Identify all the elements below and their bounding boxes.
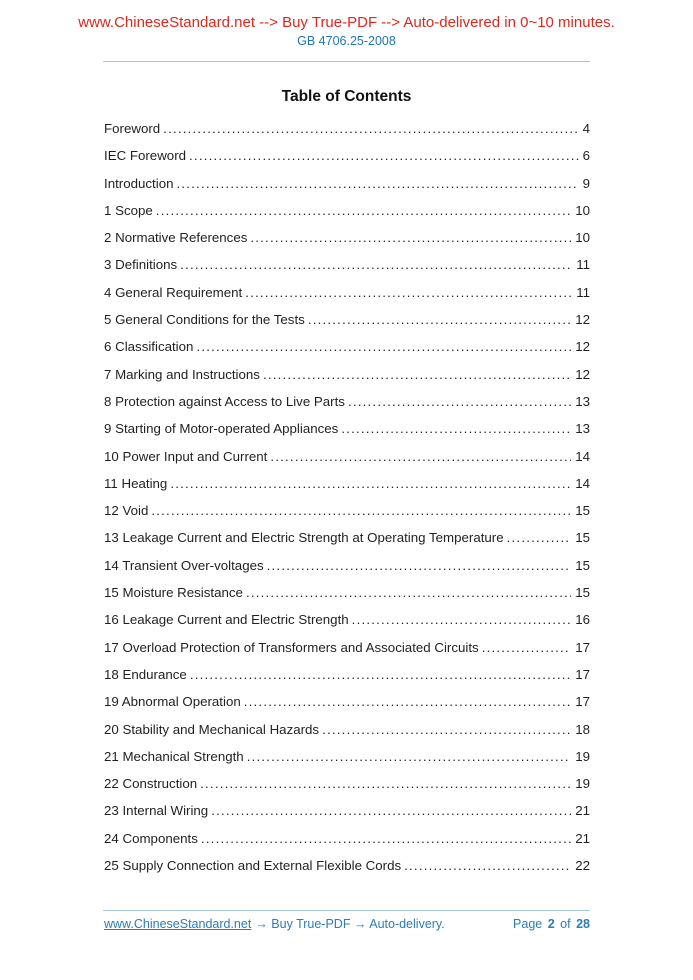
toc-leader-dots [211,797,571,824]
toc-entry-label: 23 Internal Wiring [104,803,209,819]
standard-code: GB 4706.25-2008 [297,34,396,48]
toc-entry [104,388,590,415]
toc-leader-dots [247,743,572,770]
toc-entry-label: 25 Supply Connection and External Flexible Cords [104,858,402,874]
toc-leader-dots [196,333,571,360]
toc-leader-dots [404,852,571,879]
toc-leader-dots [341,415,571,442]
toc-entry-label: 4 General Requirement [104,284,243,300]
toc-leader-dots [244,688,571,715]
toc-leader-dots [245,279,572,306]
toc-entry-label: 7 Marking and Instructions [104,366,260,382]
toc-entry [104,716,590,743]
toc-entry [104,333,590,360]
toc-entry [104,661,590,688]
toc-entry [104,497,590,524]
toc-entry-label: 6 Classification [104,339,194,355]
toc-entry-page: 9 [582,175,590,191]
toc-leader-dots [170,470,571,497]
toc-entry [104,251,590,278]
toc-leader-dots [308,306,571,333]
toc-entry [104,606,590,633]
toc-entry [104,415,590,442]
promo-banner: www.ChineseStandard.net --> Buy True-PDF --> Auto-delivered in 0~10 minutes. [78,14,615,31]
toc-entry [104,361,590,388]
table-of-contents [104,115,590,879]
page-title: Table of Contents [281,88,412,105]
toc-entry-page: 10 [575,202,590,218]
page-total: 28 [576,917,590,931]
toc-entry-page: 13 [575,393,590,409]
toc-leader-dots [151,497,571,524]
toc-entry-label: 10 Power Input and Current [104,448,268,464]
toc-entry-page: 15 [575,503,590,519]
toc-entry-label: 17 Overload Protection of Transformers and Associated Circuits [104,639,479,655]
toc-entry-page: 11 [576,257,590,273]
toc-entry [104,197,590,224]
toc-entry-label: 13 Leakage Current and Electric Strength at Operating Temperature [104,530,504,546]
toc-leader-dots [352,606,572,633]
toc-entry-page: 15 [575,530,590,546]
toc-entry [104,852,590,879]
toc-entry-page: 13 [575,421,590,437]
toc-entry-page: 21 [575,803,590,819]
toc-entry [104,634,590,661]
toc-entry-page: 15 [575,585,590,601]
toc-entry-label: 11 Heating [104,475,168,491]
header-divider [103,61,590,62]
toc-entry-page: 19 [575,748,590,764]
toc-leader-dots [156,197,571,224]
toc-leader-dots [246,579,571,606]
toc-leader-dots [180,251,572,278]
footer-divider [103,910,590,911]
toc-entry [104,470,590,497]
page-indicator [512,915,591,933]
toc-entry-label: 8 Protection against Access to Live Parts [104,393,345,409]
toc-entry-page: 11 [576,284,590,300]
toc-entry-page: 12 [575,312,590,328]
toc-entry-page: 14 [575,448,590,464]
toc-entry-label: 21 Mechanical Strength [104,748,244,764]
toc-entry-label: 14 Transient Over-voltages [104,557,264,573]
toc-entry-page: 17 [575,666,590,682]
page-indicator-label: Page [513,917,543,931]
page-current: 2 [547,917,555,931]
toc-leader-dots [200,770,571,797]
toc-leader-dots [482,634,572,661]
toc-entry [104,825,590,852]
toc-entry-label: 19 Abnormal Operation [104,694,241,710]
toc-leader-dots [270,443,571,470]
toc-entry-page: 17 [575,639,590,655]
toc-entry-label: Introduction [104,175,174,191]
toc-entry-page: 4 [582,121,590,136]
toc-entry-label: 24 Components [104,830,198,846]
footer-link[interactable]: www.ChineseStandard.net [104,917,252,931]
toc-entry [104,142,590,169]
toc-entry-page: 22 [575,858,590,874]
toc-entry [104,552,590,579]
page-indicator-of: of [560,917,571,931]
toc-entry-label: 15 Moisture Resistance [104,585,243,601]
toc-entry-page: 14 [575,475,590,491]
toc-leader-dots [322,716,571,743]
toc-entry [104,579,590,606]
toc-entry-page: 12 [575,339,590,355]
toc-leader-dots [163,115,578,142]
toc-entry-page: 16 [575,612,590,628]
toc-entry-page: 19 [575,776,590,792]
toc-entry-page: 18 [575,721,590,737]
toc-entry-page: 6 [582,148,590,164]
toc-entry-label: 9 Starting of Motor-operated Appliances [104,421,339,437]
toc-leader-dots [267,552,572,579]
footer-tagline: → Buy True-PDF → Auto-delivery. [255,917,445,931]
toc-leader-dots [348,388,571,415]
toc-entry-label: 20 Stability and Mechanical Hazards [104,721,320,737]
toc-entry-label: IEC Foreword [104,148,187,164]
toc-entry [104,524,590,551]
toc-entry-label: 22 Construction [104,776,198,792]
toc-entry [104,770,590,797]
toc-entry [104,170,590,197]
toc-entry [104,743,590,770]
toc-entry-page: 15 [575,557,590,573]
toc-entry-page: 17 [575,694,590,710]
toc-leader-dots [250,224,571,251]
toc-entry [104,224,590,251]
toc-entry [104,688,590,715]
toc-entry-page: 10 [575,230,590,246]
toc-entry [104,115,590,142]
toc-entry-page: 21 [575,830,590,846]
toc-entry [104,443,590,470]
toc-entry [104,797,590,824]
toc-entry-label: 16 Leakage Current and Electric Strength [104,612,349,628]
toc-leader-dots [507,524,572,551]
toc-leader-dots [176,170,578,197]
toc-leader-dots [189,142,579,169]
toc-entry [104,306,590,333]
toc-entry-label: Foreword [104,121,161,136]
footer-promo [104,915,445,933]
toc-entry-label: 5 General Conditions for the Tests [104,312,305,328]
toc-entry-label: 1 Scope [104,202,153,218]
toc-entry [104,279,590,306]
toc-entry-label: 3 Definitions [104,257,178,273]
toc-leader-dots [201,825,571,852]
toc-leader-dots [263,361,571,388]
toc-entry-label: 2 Normative References [104,230,248,246]
toc-entry-label: 12 Void [104,503,149,519]
toc-entry-page: 12 [575,366,590,382]
toc-leader-dots [190,661,571,688]
toc-entry-label: 18 Endurance [104,666,187,682]
footer [104,915,591,933]
